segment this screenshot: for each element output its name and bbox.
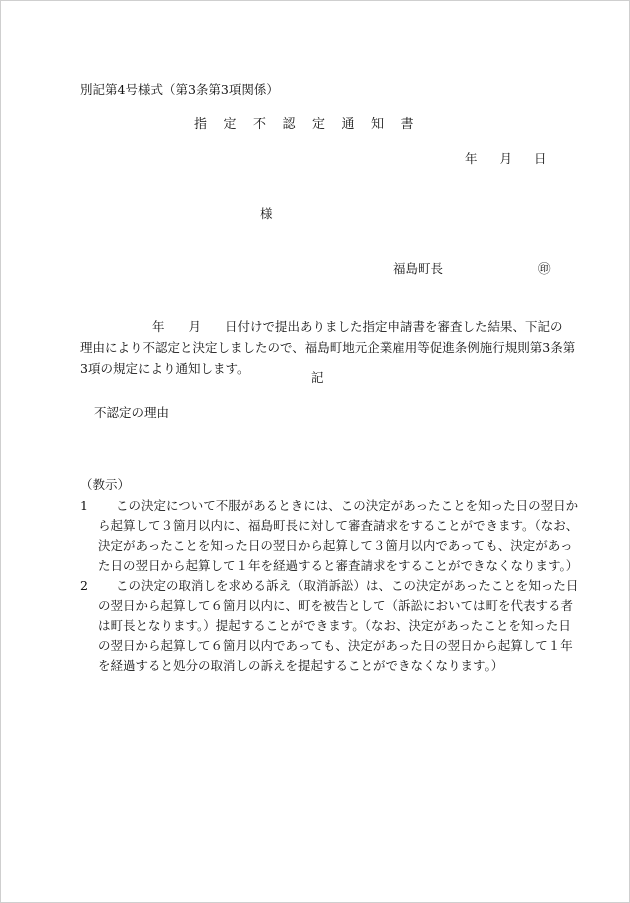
- body-line-1-text: 日付けで提出ありました指定申請書を審査した結果、下記の: [225, 319, 563, 334]
- notice-item-line: ら起算して３箇月以内に、福島町長に対して審査請求をすることができます。（なお、: [98, 518, 579, 533]
- document-title: 指定不認定通知書: [194, 117, 431, 132]
- notice-heading: （教示）: [80, 477, 131, 492]
- body-line-3: 3項の規定により通知します。: [80, 361, 250, 376]
- date-month-label: 月: [499, 151, 513, 166]
- notice-list: [80, 496, 579, 676]
- date-line: [465, 153, 547, 166]
- body-month-label: 月: [188, 319, 202, 334]
- notice-item-line: 決定があったことを知った日の翌日から起算して３箇月以内であっても、決定があっ: [98, 538, 573, 553]
- notice-item: [80, 576, 579, 676]
- seal-mark: ㊞: [538, 261, 551, 276]
- reason-label: 不認定の理由: [94, 405, 170, 420]
- issuer-name: 福島町長: [393, 261, 444, 276]
- notice-item-line: この決定の取消しを求める訴え（取消訴訟）は、この決定があったことを知った日: [116, 578, 579, 593]
- notice-item-line: た日の翌日から起算して１年を経過すると審査請求をすることができなくなります。）: [98, 558, 579, 573]
- notice-item: [80, 496, 579, 576]
- notice-item-line: この決定について不服があるときには、この決定があったことを知った日の翌日か: [116, 498, 579, 513]
- notice-item-line: を経過すると処分の取消しの訴えを提起することができなくなります。）: [98, 658, 504, 673]
- form-reference: 別記第4号様式（第3条第3項関係）: [80, 82, 279, 97]
- date-day-label: 日: [534, 151, 547, 166]
- body-line-1: [80, 316, 563, 337]
- body-year-label: 年: [152, 319, 165, 334]
- notice-item-line: は町長となります。）提起することができます。（なお、決定があったことを知った日: [98, 618, 571, 633]
- notice-item-number: 1: [80, 498, 88, 513]
- addressee-suffix: 様: [260, 206, 273, 221]
- body-line-2: 理由により不認定と決定しましたので、福島町地元企業雇用等促進条例施行規則第3条第: [80, 340, 576, 355]
- date-year-label: 年: [465, 151, 478, 166]
- notice-item-line: の翌日から起算して６箇月以内であっても、決定があった日の翌日から起算して１年: [98, 638, 573, 653]
- notice-item-number: 2: [80, 578, 88, 593]
- notice-item-line: の翌日から起算して６箇月以内に、町を被告として（訴訟においては町を代表する者: [98, 598, 574, 613]
- record-label: 記: [311, 370, 324, 385]
